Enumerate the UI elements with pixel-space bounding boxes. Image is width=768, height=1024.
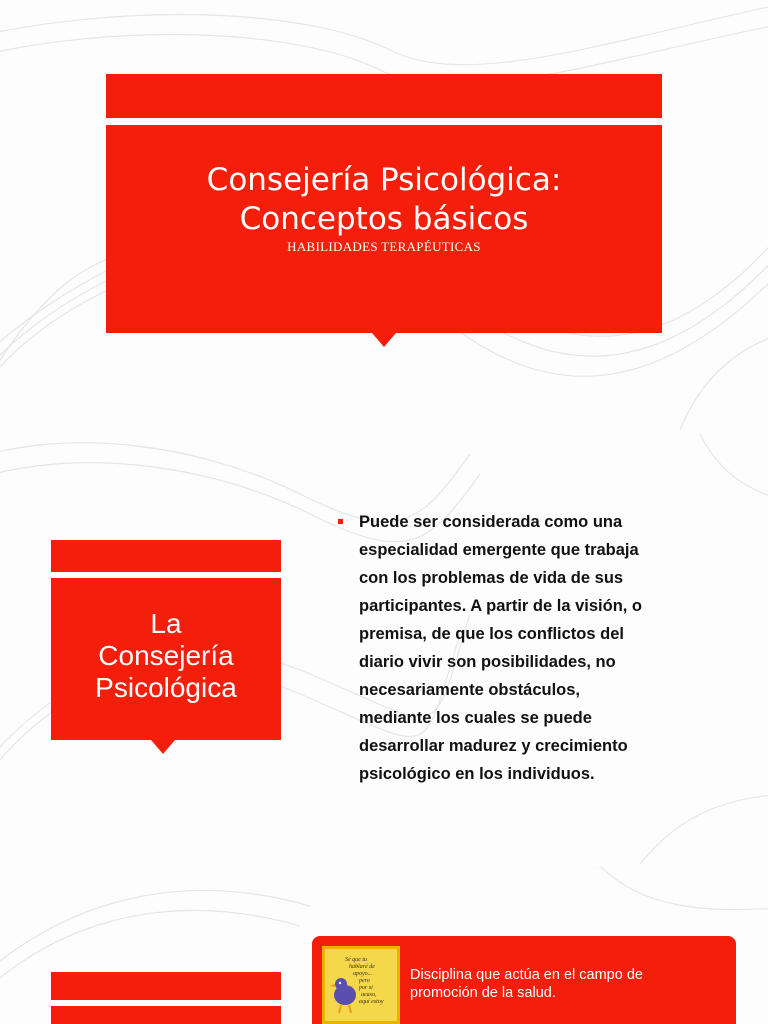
title-box [106,125,662,333]
bullet-line: desarrollar madurez y crecimiento [359,737,628,755]
callout-pointer [151,740,175,754]
bullet-line: con los problemas de vida de sus [359,569,624,587]
presentation-subtitle: HABILIDADES TERAPÉUTICAS [287,239,481,254]
bullet-line: participantes. A partir de la visión, o [359,597,643,615]
callout-pointer [372,333,396,347]
bullet-line: premisa, de que los conflictos del [359,625,624,643]
bullet-line: mediante los cuales se puede [359,709,592,727]
slide-discipline [0,866,768,1024]
cartoon-image [322,946,400,1024]
presentation-title [106,161,662,239]
slide-definition [0,434,768,864]
definition-bullet [338,508,688,788]
bullet-line: diario vivir son posibilidades, no [359,653,616,671]
bullet-line: especialidad emergente que trabaja [359,541,639,559]
heading-top-bar [51,540,281,572]
heading-line-3: Psicológica [95,672,237,703]
title-line-2: Conceptos básicos [239,201,529,237]
slide-title [0,0,768,432]
section-heading [51,608,281,704]
bullet-line: Puede ser considerada como una [359,513,623,531]
heading-box [51,1006,281,1024]
svg-text:hablaré de: hablaré de [349,964,375,970]
discipline-line-1: Disciplina que actúa en el campo de [410,967,643,983]
heading-top-bar [51,972,281,1000]
bullet-line: necesariamente obstáculos, [359,681,581,699]
heading-line-2: Consejería [98,640,234,671]
svg-text:aquí estoy: aquí estoy [359,999,384,1005]
svg-text:pero: pero [359,978,370,984]
discipline-text [410,966,710,1002]
svg-text:por si: por si [359,985,373,991]
discipline-line-2: promoción de la salud. [410,985,556,1001]
bullet-square-icon [338,519,343,524]
discipline-box [312,936,736,1024]
title-top-bar [106,74,662,118]
definition-list [338,508,688,788]
heading-line-1: La [150,608,182,639]
svg-text:apoyo...: apoyo... [353,971,373,977]
heading-box [51,578,281,740]
bird-cartoon-icon [325,949,397,1021]
title-line-1: Consejería Psicológica: [206,162,562,198]
cartoon-caption: Sé que tu [345,957,367,963]
bullet-line: psicológico en los individuos. [359,765,595,783]
svg-text:acaso,: acaso, [361,992,377,998]
